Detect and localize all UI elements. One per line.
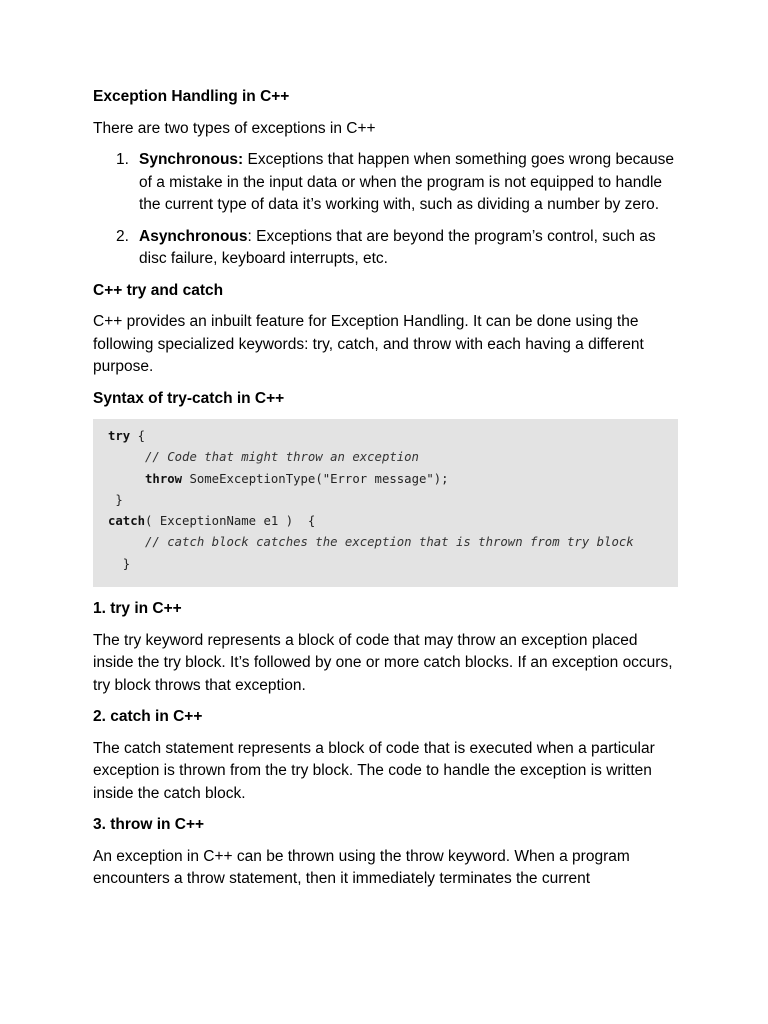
list-item-synchronous <box>93 149 678 217</box>
document-page <box>93 86 678 900</box>
code-comment: // Code that might throw an exception <box>145 450 419 465</box>
code-line <box>108 532 666 553</box>
code-line <box>108 447 666 468</box>
exception-types-list <box>93 149 678 271</box>
list-number: 2. <box>116 227 129 245</box>
code-indent <box>108 450 145 464</box>
code-text: ( ExceptionName e1 ) { <box>145 514 316 529</box>
code-line: } <box>108 492 123 507</box>
list-item-asynchronous <box>93 226 678 271</box>
definition-asynchronous: : Exceptions that are beyond the program’s control, such as disc failure, keyboard interrupts, etc. <box>139 227 656 267</box>
section-heading-try-catch: C++ try and catch <box>93 281 224 299</box>
section-heading-catch: 2. catch in C++ <box>93 708 203 726</box>
code-text: SomeExceptionType("Error message"); <box>182 471 449 486</box>
code-text: { <box>130 429 146 443</box>
code-keyword-try: try <box>108 429 131 443</box>
code-comment: // catch block catches the exception that is thrown from try block <box>145 535 634 550</box>
document-title: Exception Handling in C++ <box>93 88 290 105</box>
code-line <box>108 469 666 490</box>
code-keyword-throw: throw <box>145 471 183 486</box>
code-indent <box>108 472 145 486</box>
code-line: } <box>108 556 131 571</box>
code-keyword-catch: catch <box>108 514 146 529</box>
code-line <box>108 426 666 447</box>
term-asynchronous: Asynchronous <box>139 227 248 245</box>
try-catch-paragraph: C++ provides an inbuilt feature for Exception Handling. It can be done using the following specialized keywords: try, catch, and throw with each having a different purpose. <box>93 313 644 375</box>
definition-synchronous: Exceptions that happen when something goes wrong because of a mistake in the input data or when the program is not equipped to handle the current type of data it’s working with, such as dividing a number by zero. <box>139 151 675 213</box>
section-heading-throw: 3. throw in C++ <box>93 816 205 834</box>
code-block <box>93 419 678 587</box>
catch-paragraph: The catch statement represents a block of code that is executed when a particular exception is thrown from the try block. The code to handle the exception is written inside the catch block. <box>93 739 655 802</box>
code-indent <box>108 535 145 549</box>
intro-paragraph: There are two types of exceptions in C++ <box>93 119 376 137</box>
code-line <box>108 511 666 532</box>
term-synchronous: Synchronous: <box>139 151 244 168</box>
section-heading-try: 1. try in C++ <box>93 600 182 618</box>
throw-paragraph: An exception in C++ can be thrown using the throw keyword. When a program encounters a throw statement, then it immediately terminates the current <box>93 847 630 888</box>
try-paragraph: The try keyword represents a block of code that may throw an exception placed inside the try block. It’s followed by one or more catch blocks. If an exception occurs, try block throws that exception. <box>93 631 673 694</box>
list-number: 1. <box>116 151 129 168</box>
section-heading-syntax: Syntax of try-catch in C++ <box>93 389 285 407</box>
